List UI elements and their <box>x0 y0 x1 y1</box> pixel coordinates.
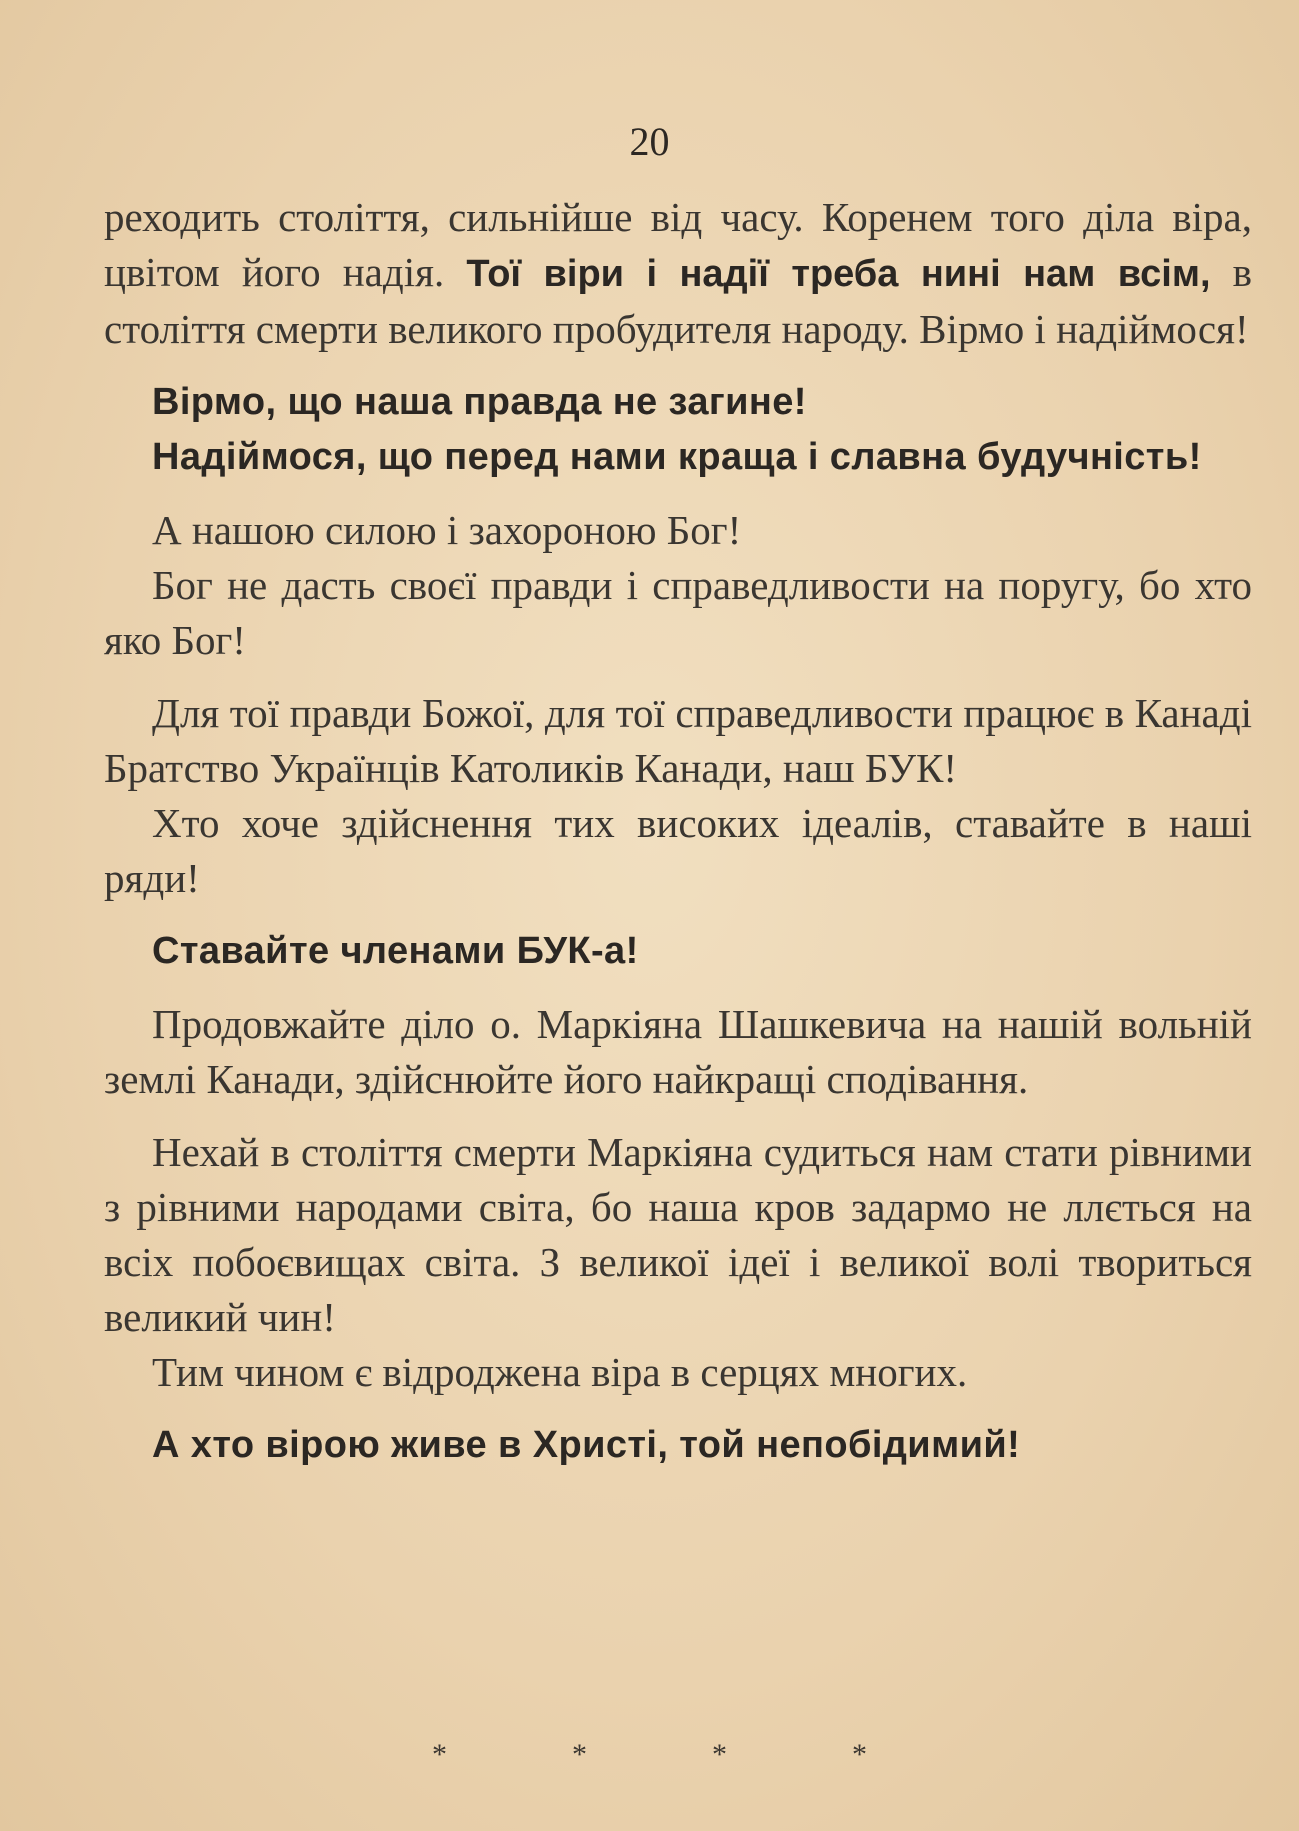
paragraph-5: Бог не дасть своєї правди і справедливости на поругу, бо хто яко Бог! <box>104 562 1252 663</box>
paragraph-6: Для тої правди Божої, для тої справедливости працює в Канаді Братство Українців Католиків Канади, наш БУК! <box>104 690 1252 791</box>
paragraph-10: Нехай в століття смерти Маркіяна судиться нам стати рівними з рівними народами світа, бо наша кров задармо не ллється на всіх побоєвищах світа. З великої ідеї і великої волі твориться великий чин! <box>104 1129 1252 1340</box>
paragraph-7: Хто хоче здійснення тих високих ідеалів, ставайте в наші ряди! <box>104 800 1252 901</box>
paragraph-8: Ставайте членами БУК-а! <box>152 930 639 972</box>
paragraph-3: Надіймося, що перед нами краща і славна будучність! <box>152 436 1202 478</box>
paragraph-2: Вірмо, що наша правда не загине! <box>152 381 807 423</box>
paragraph-1 <box>104 190 1252 357</box>
paragraph-11: Тим чином є відроджена віра в серцях многих. <box>152 1349 968 1395</box>
separator-star: * <box>852 1738 867 1771</box>
separator-star: * <box>572 1738 587 1771</box>
paragraph-1-end: в століття смерти великого пробудителя народу. Вірмо і надіймося! <box>104 249 1253 352</box>
separator-star: * <box>712 1738 727 1771</box>
paragraph-1-start: реходить століття, сильнійше від часу. Коренем того діла віра, цвітом його надія. <box>104 194 1252 295</box>
paragraph-9: Продовжайте діло о. Маркіяна Шашкевича на нашій вольній землі Канади, здійснюйте його найкращі сподівання. <box>104 1001 1252 1102</box>
paragraph-12: А хто вірою живе в Христі, той непобідимий! <box>152 1424 1021 1466</box>
section-separator <box>0 1738 1299 1772</box>
page-text <box>104 190 1252 1473</box>
page-number: 20 <box>629 119 670 164</box>
paragraph-1-bold: Тої віри і надії треба нині нам всім, <box>466 253 1211 295</box>
paragraph-4: А нашою силою і захороною Бог! <box>152 507 742 553</box>
separator-star: * <box>432 1738 447 1771</box>
